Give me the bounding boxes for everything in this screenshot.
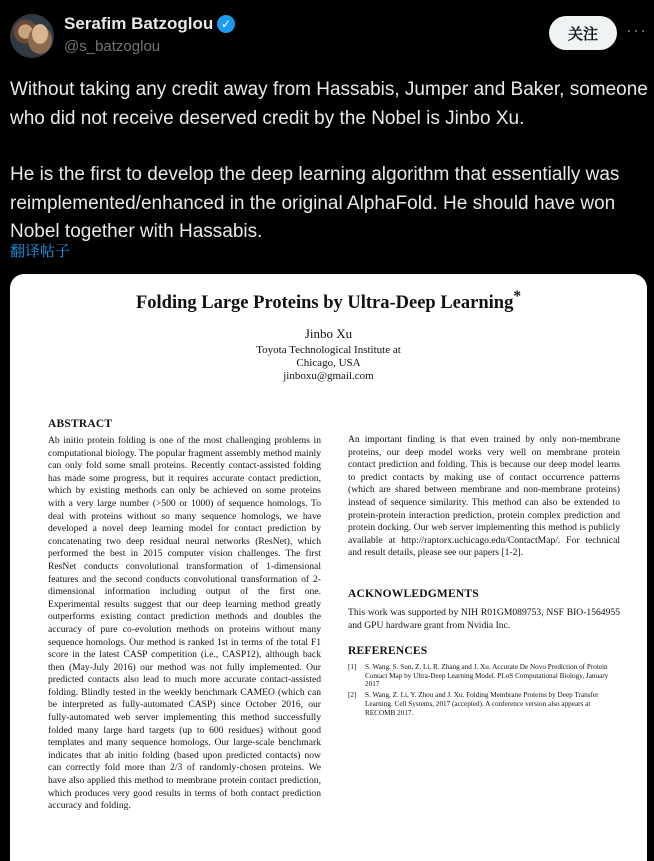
title-footnote-mark: *	[513, 288, 522, 305]
acknowledgments-heading: ACKNOWLEDGMENTS	[348, 588, 479, 600]
abstract-heading: ABSTRACT	[48, 418, 113, 430]
acknowledgments-text: This work was supported by NIH R01GM089753, NSF BIO-1564955 and GPU hardware grant from Nvidia Inc.	[348, 607, 620, 631]
translate-post-link[interactable]: 翻译帖子	[10, 243, 71, 260]
reference-item: [1] S. Wang, S. Sun, Z. Li, R. Zhang and J. Xu. Accurate De Novo Prediction of Protein Contact Map by Ultra-Deep Learning Model. PLoS Computational Biology, January 2017	[348, 663, 609, 689]
reference-item: [2] S. Wang, Z. Li, Y. Zhou and J. Xu. Folding Membrane Proteins by Deep Transfer Learning. Cell Systems, 2017 (accepted). A conference version also appears at RECOMB 2017.	[348, 691, 599, 717]
verified-badge-icon: ✓	[217, 15, 235, 33]
attached-image[interactable]	[10, 274, 647, 861]
tweet-text	[10, 76, 650, 247]
tweet-paragraph-1: Without taking any credit away from Hassabis, Jumper and Baker, someone who did not receive deserved credit by the Nobel is Jinbo Xu.	[10, 79, 648, 129]
paper-author: Jinbo Xu	[304, 326, 353, 341]
user-name[interactable]: Serafim Batzoglou	[64, 14, 214, 33]
tweet-paragraph-2: He is the first to develop the deep learning algorithm that essentially was reimplemented/enhanced in the original AlphaFold. He should have won Nobel together with Hassabis.	[10, 164, 620, 242]
tweet-header	[0, 0, 654, 70]
paper-affiliation-1: Toyota Technological Institute at	[256, 344, 401, 356]
references-list	[348, 663, 618, 719]
more-options-icon[interactable]: ···	[626, 20, 647, 40]
user-handle[interactable]: @s_batzoglou	[64, 38, 161, 55]
finding-text: An important finding is that even trained by only non-membrane proteins, our deep model works very well on membrane protein contact prediction and folding. This is because our deep model learns to predict contacts by making use of contact occurrence patterns (which are shared between membrane and non-membrane proteins) instead of sequence similarity. This method can also be extended to protein-protein interaction prediction, protein complex prediction and protein docking. Our web server implementing this method is publicly available at http://raptorx.uchicago.edu/ContactMap/. For technical and result details, please see our papers [1-2].	[348, 434, 620, 559]
follow-button[interactable]: 关注	[549, 16, 617, 50]
paper-email: jinboxu@gmail.com	[283, 370, 374, 382]
avatar[interactable]	[10, 14, 54, 58]
paper-title: Folding Large Proteins by Ultra-Deep Learning*	[135, 288, 522, 314]
references-heading: REFERENCES	[348, 645, 428, 657]
abstract-text: Ab initio protein folding is one of the most challenging problems in computational biology. The popular fragment assembly method mainly can only fold some small proteins. Recently contact-assisted folding has made some progress, but it requires accurate contact prediction, which by existing methods can only be achieved on some proteins with a very large number (>500 or 1000) of sequence homologs. To deal with proteins without so many sequence homologs, we have developed a novel deep learning model for contact prediction by concatenating two deep residual neural networks (ResNet), which performed the best in 2015 computer vision challenges. The first ResNet conducts convolutional transformation of 1-dimensional features and the second conducts convolutional transformation of 2-dimensional information including output of the first one. Experimental results suggest that our deep learning method greatly outperforms existing contact prediction methods and doubles the accuracy of pure co-evolution methods on proteins without many sequence homologs. Our method is ranked 1st in terms of the total F1 score in the latest CASP competition (i.e., CASP12), although back then (May-July 2016) our method was not fully implemented. Our predicted contacts also lead to much more accurate contact-assisted folding. Blindly tested in the weekly benchmark CAMEO (which can be interpreted as fully-automated CASP) since October 2016, our fully-automated web server implementing this method successfully folded many large hard targets (up to 600 residues) without good templates and many sequence homologs. Our large-scale benchmark indicates that ab initio folding (based upon predicted contacts) now can correctly fold more than 2/3 of randomly-chosen proteins. We have also applied this method to membrane protein contact prediction, which produces very good results in terms of both contact prediction accuracy and folding.	[48, 435, 321, 812]
paper-affiliation-2: Chicago, USA	[296, 357, 361, 369]
